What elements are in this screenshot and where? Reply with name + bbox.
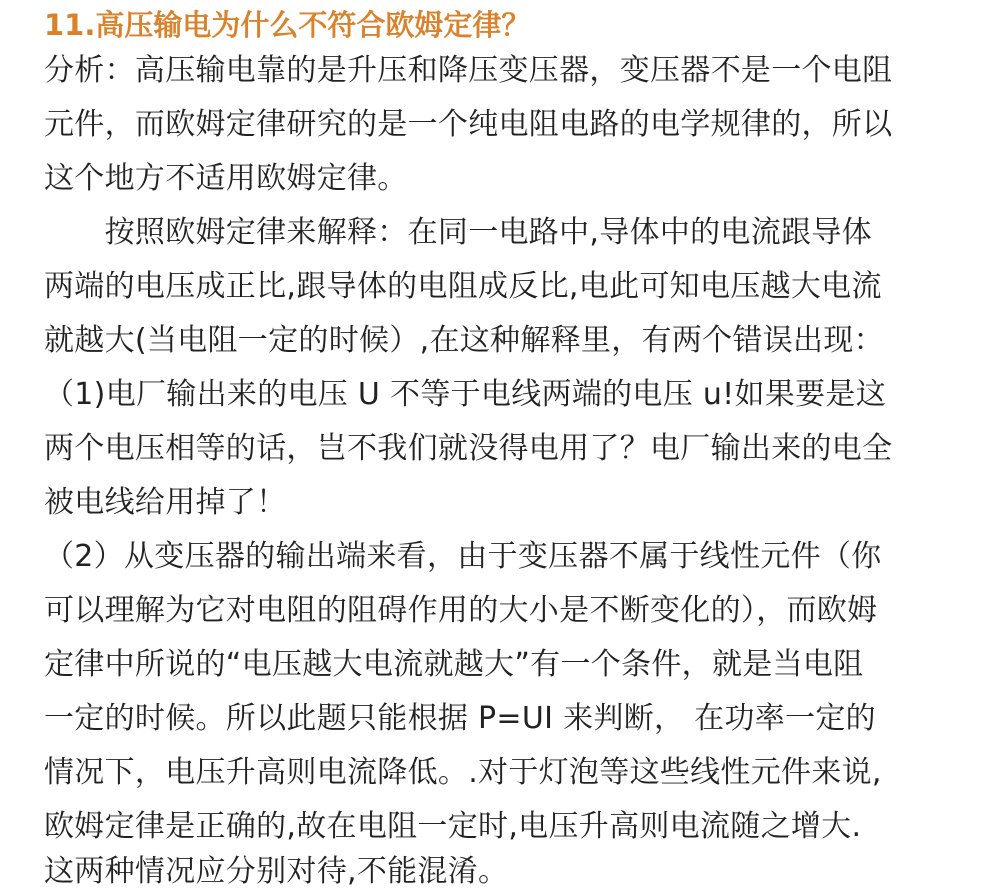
body-line: 情况下，电压升高则电流降低。.对于灯泡等这些线性元件来说, [44,755,882,790]
body-line: （1)电厂输出来的电压 U 不等于电线两端的电压 u!如果要是这 [44,377,886,412]
body-line: 分析：高压输电靠的是升压和降压变压器，变压器不是一个电阻 [44,53,893,88]
body-line: 一定的时候。所以此题只能根据 P=UI 来判断， 在功率一定的 [44,701,876,736]
body-line: 元件，而欧姆定律研究的是一个纯电阻电路的电学规律的，所以 [44,107,893,142]
body-line: 定律中所说的“电压越大电流就越大”有一个条件，就是当电阻 [44,647,864,682]
body-line: 两端的电压成正比,跟导体的电阻成反比,电此可知电压越大电流 [44,269,882,304]
body-line: 两个电压相等的话，岂不我们就没得电用了？电厂输出来的电全 [44,431,893,466]
body-line: 被电线给用掉了！ [44,485,287,520]
body-line: 欧姆定律是正确的,故在电阻一定时,电压升高则电流随之增大. [44,809,862,844]
body-line: 就越大(当电阻一定的时候）,在这种解释里，有两个错误出现： [44,323,884,358]
body-line: 按照欧姆定律来解释：在同一电路中,导体中的电流跟导体 [44,215,872,250]
page-title: 11.高压输电为什么不符合欧姆定律？ [44,8,531,42]
body-line: 这两种情况应分别对待,不能混淆。 [44,854,509,889]
body-line: （2）从变压器的输出端来看，由于变压器不属于线性元件（你 [44,539,882,574]
body-line: 可以理解为它对电阻的阻碍作用的大小是不断变化的），而欧姆 [44,593,878,628]
body-line: 这个地方不适用欧姆定律。 [44,161,408,196]
